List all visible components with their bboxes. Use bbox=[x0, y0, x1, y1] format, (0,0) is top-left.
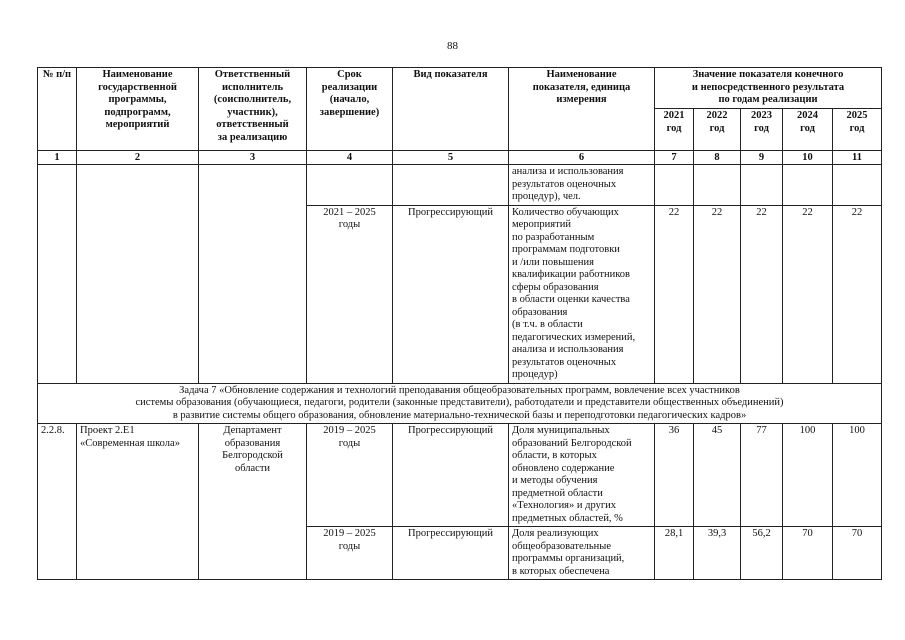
indicator-name: анализа и использования результатов оценочных процедур), чел. bbox=[509, 165, 655, 206]
column-number: 5 bbox=[393, 151, 509, 165]
indicator-name: Доля муниципальных образований Белгородской области, в которых обновлено содержание и методы обучения предметной области «Технология» и других предметных областей, % bbox=[509, 424, 655, 527]
cell-empty bbox=[199, 165, 307, 384]
column-number: 9 bbox=[741, 151, 783, 165]
value-2023: 77 bbox=[741, 424, 783, 527]
column-number: 1 bbox=[38, 151, 77, 165]
cell-empty bbox=[307, 165, 393, 206]
column-number: 4 bbox=[307, 151, 393, 165]
indicator-period: 2019 – 2025 годы bbox=[307, 527, 393, 580]
cell-empty bbox=[655, 165, 694, 206]
column-number: 3 bbox=[199, 151, 307, 165]
header-col-responsible: Ответственный исполнитель (соисполнитель, участник), ответственный за реализацию bbox=[199, 68, 307, 151]
value-2021: 28,1 bbox=[655, 527, 694, 580]
column-number: 2 bbox=[77, 151, 199, 165]
header-year-2021: 2021 год bbox=[655, 109, 694, 151]
value-2024: 70 bbox=[783, 527, 833, 580]
header-col-period: Срок реализации (начало, завершение) bbox=[307, 68, 393, 151]
task-row bbox=[38, 383, 882, 424]
value-2023: 56,2 bbox=[741, 527, 783, 580]
indicator-type: Прогрессирующий bbox=[393, 205, 509, 383]
value-2022: 45 bbox=[694, 424, 741, 527]
program-name: Проект 2.Е1 «Современная школа» bbox=[77, 424, 199, 580]
cell-empty bbox=[783, 165, 833, 206]
indicator-type: Прогрессирующий bbox=[393, 527, 509, 580]
page-number: 88 bbox=[447, 40, 458, 52]
indicator-name: Доля реализующих общеобразовательные программы организаций, в которых обеспечена bbox=[509, 527, 655, 580]
header-year-2024: 2024 год bbox=[783, 109, 833, 151]
header-values-title: Значение показателя конечного и непосредственного результата по годам реализации bbox=[655, 68, 882, 109]
indicator-period: 2021 – 2025 годы bbox=[307, 205, 393, 383]
indicator-name: Количество обучающих мероприятий по разработанным программам подготовки и /или повышения квалификации работников сферы образования в области оценки качества образования (в т.ч. в области педагогических измерений, анализа и использования результатов оценочных процедур) bbox=[509, 205, 655, 383]
cell-empty bbox=[38, 165, 77, 384]
value-2024: 100 bbox=[783, 424, 833, 527]
value-2021: 36 bbox=[655, 424, 694, 527]
cell-empty bbox=[741, 165, 783, 206]
item-number: 2.2.8. bbox=[38, 424, 77, 580]
cell-empty bbox=[393, 165, 509, 206]
value-2024: 22 bbox=[783, 205, 833, 383]
table-row bbox=[38, 165, 882, 206]
column-number: 10 bbox=[783, 151, 833, 165]
indicator-table bbox=[37, 67, 882, 580]
header-col-indicator-name: Наименование показателя, единица измерения bbox=[509, 68, 655, 151]
cell-empty bbox=[77, 165, 199, 384]
header-year-2025: 2025 год bbox=[833, 109, 882, 151]
value-2023: 22 bbox=[741, 205, 783, 383]
value-2025: 100 bbox=[833, 424, 882, 527]
header-col-number: № п/п bbox=[38, 68, 77, 151]
table-row bbox=[38, 424, 882, 527]
column-number: 6 bbox=[509, 151, 655, 165]
header-year-2022: 2022 год bbox=[694, 109, 741, 151]
indicator-period: 2019 – 2025 годы bbox=[307, 424, 393, 527]
column-number: 7 bbox=[655, 151, 694, 165]
task-description: Задача 7 «Обновление содержания и технологий преподавания общеобразовательных программ, вовлечение всех участников системы образования (обучающиеся, педагоги, родители (законные представители), работодатели и представители общественных объединений) в развитие системы общего образования, обновление материально-технической базы и переподготовки педагогических кадров» bbox=[38, 383, 882, 424]
indicator-type: Прогрессирующий bbox=[393, 424, 509, 527]
column-number: 11 bbox=[833, 151, 882, 165]
value-2025: 70 bbox=[833, 527, 882, 580]
value-2022: 22 bbox=[694, 205, 741, 383]
header-col-program: Наименование государственной программы, подпрограмм, мероприятий bbox=[77, 68, 199, 151]
value-2021: 22 bbox=[655, 205, 694, 383]
value-2025: 22 bbox=[833, 205, 882, 383]
column-number: 8 bbox=[694, 151, 741, 165]
value-2022: 39,3 bbox=[694, 527, 741, 580]
cell-empty bbox=[833, 165, 882, 206]
responsible-executor: Департамент образования Белгородской области bbox=[199, 424, 307, 580]
header-year-2023: 2023 год bbox=[741, 109, 783, 151]
header-col-indicator-type: Вид показателя bbox=[393, 68, 509, 151]
cell-empty bbox=[694, 165, 741, 206]
